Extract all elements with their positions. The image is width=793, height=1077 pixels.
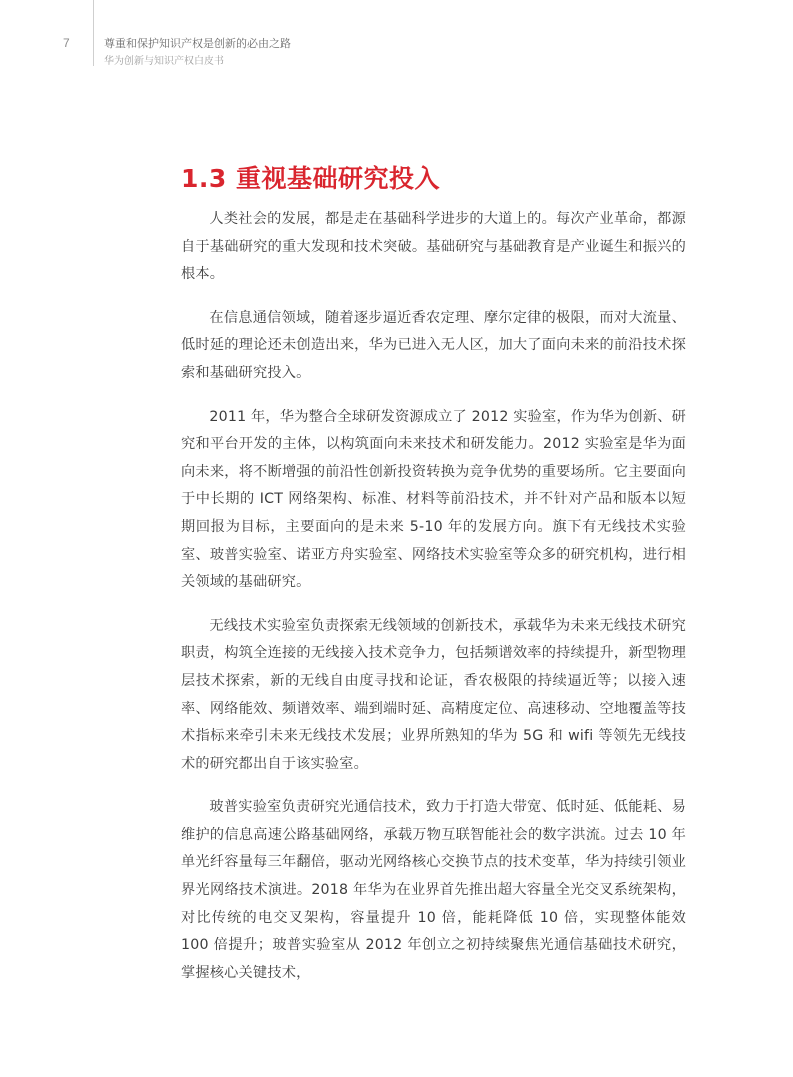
page-number: 7 xyxy=(63,36,70,50)
running-subtitle: 华为创新与知识产权白皮书 xyxy=(104,56,224,67)
page-header xyxy=(0,0,793,72)
section-heading: 1.3 重视基础研究投入 xyxy=(181,163,440,193)
paragraph: 人类社会的发展，都是走在基础科学进步的大道上的。每次产业革命，都源自于基础研究的重大发现和技术突破。基础研究与基础教育是产业诞生和振兴的根本。 xyxy=(181,211,686,283)
body-text xyxy=(181,206,686,1003)
paragraph: 2011 年，华为整合全球研发资源成立了 2012 实验室，作为华为创新、研究和平台开发的主体，以构筑面向未来技术和研发能力。2012 实验室是华为面向未来，将不断增强的前沿性创新投资转换为竞争优势的重要场所。它主要面向于中长期的 ICT 网络架构、标准、材料等前沿技术，并不针对产品和版本以短期回报为目标，主要面向的是未来 5-10 年的发展方向。旗下有无线技术实验室、玻普实验室、诺亚方舟实验室、网络技术实验室等众多的研究机构，进行相关领域的基础研究。 xyxy=(181,408,686,591)
paragraph: 无线技术实验室负责探索无线领域的创新技术，承载华为未来无线技术研究职责，构筑全连接的无线接入技术竞争力，包括频谱效率的持续提升，新型物理层技术探索，新的无线自由度寻找和论证，香农极限的持续逼近等；以接入速率、网络能效、频谱效率、端到端时延、高精度定位、高速移动、空地覆盖等技术指标来牵引未来无线技术发展；业界所熟知的华为 5G 和 wifi 等领先无线技术的研究都出自于该实验室。 xyxy=(181,617,686,772)
running-title: 尊重和保护知识产权是创新的必由之路 xyxy=(104,37,291,50)
paragraph: 玻普实验室负责研究光通信技术，致力于打造大带宽、低时延、低能耗、易维护的信息高速公路基础网络，承载万物互联智能社会的数字洪流。过去 10 年单光纤容量每三年翻倍，驱动光网络核心交换节点的技术变革，华为持续引领业界光网络技术演进。2018 年华为在业界首先推出超大容量全光交叉系统架构，对比传统的电交叉架构，容量提升 10 倍，能耗降低 10 倍，实现整体能效 100 倍提升；玻普实验室从 2012 年创立之初持续聚焦光通信基础技术研究，掌握核心关键技术， xyxy=(181,799,686,981)
paragraph: 在信息通信领域，随着逐步逼近香农定理、摩尔定律的极限，而对大流量、低时延的理论还未创造出来，华为已进入无人区，加大了面向未来的前沿技术探索和基础研究投入。 xyxy=(181,309,686,381)
header-divider xyxy=(93,0,94,66)
